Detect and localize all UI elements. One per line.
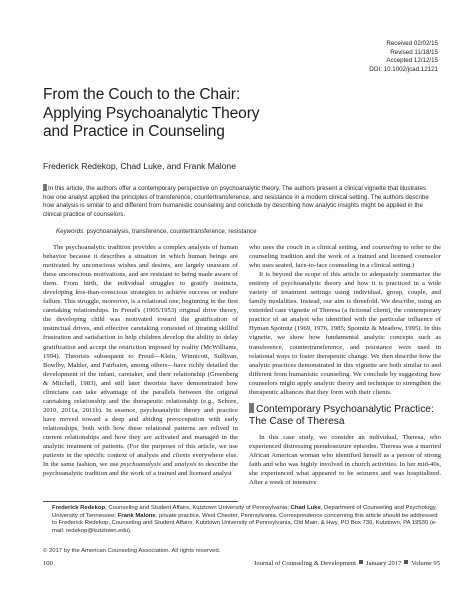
page-number: 100 [43, 560, 53, 567]
title-line-3: and Practice in Counseling [43, 123, 225, 140]
separator-square [404, 560, 408, 564]
abstract [43, 184, 439, 220]
journal-name: Journal of Counseling & Development [253, 560, 357, 567]
body-column-left [43, 243, 238, 478]
paragraph: It is beyond the scope of this article to adequately summarize the entirety of psychoanalytic theory and how it is practiced in a wide variety of treatment settings using individual, group, couple, and family modalities. Instead, our aim is threefold. We describe, using an extended case vignette of Theresa (a fictional client), the contemporary practice of an analyst who identified with the particular influence of Hyman Spotnitz (1969, 1976, 1985; Spotnitz & Meadow, 1995). In this vignette, we show how fundamental analytic concepts such as transference, countertransference, and resistance were used in relational ways to foster therapeutic change. We then describe how the analytic practices demonstrated in this vignette are both similar to and different from humanistic counseling. We conclude by suggesting how counselors might apply analytic theory and technique to strengthen the therapeutic alliances that they form with their clients. [249, 271, 441, 396]
received-date: Received 02/02/15 [386, 40, 438, 47]
keywords-label: Keywords [56, 228, 84, 235]
copyright: © 2017 by the American Counseling Association. All rights reserved. [43, 548, 221, 554]
doi: DOI: 10.1002/jcad.12121 [369, 65, 438, 73]
abstract-text: In this article, the authors offer a contemporary perspective on psychoanalytic theory. The authors present a clinical vignette that illustrates how one analyst applied the principles of transference, countertransference, and resistance in a modern clinical setting. The authors describe how analysis is similar to and different from humanistic counseling and conclude by describing how analytic insights might be applied in the clinical practice of counselors. [43, 185, 429, 218]
section-heading [249, 403, 441, 428]
paragraph: who uses the couch in a clinical setting, and counseling to refer to the counseling tradition and the work of a trained and licensed counselor who uses seated, face-to-face counseling in a clinical setting.) [249, 244, 441, 270]
keywords [56, 228, 436, 237]
abstract-marker [43, 184, 47, 191]
section-marker [249, 403, 254, 413]
keywords-text: : psychoanalysis, transference, countertransference, resistance [83, 228, 257, 235]
section-heading-line-2: The Case of Theresa [249, 415, 345, 427]
separator-square [359, 560, 363, 564]
article-title [43, 86, 433, 142]
issue-date: January 2017 [366, 560, 402, 567]
accepted-date: Accepted 12/12/15 [386, 57, 438, 65]
title-line-1: From the Couch to the Chair: [43, 86, 241, 103]
authors: Frederick Redekop, Chad Luke, and Frank Malone [43, 161, 236, 171]
title-line-2: Applying Psychoanalytic Theory [43, 104, 260, 122]
journal-info [254, 560, 440, 567]
section-heading-line-1: Contemporary Psychoanalytic Practice: [256, 403, 434, 415]
revised-date: Revised 11/18/15 [390, 48, 438, 56]
paragraph: The psychoanalytic tradition provides a complex analysis of human behavior because it describes a situation in which human beings are motivated by unconscious wishes and desires, are largely unaware of these unconscious motivations, and are resistant to being made aware of them. From birth, the individual struggles to gratify instincts, developing less-than-conscious strategies to achieve success or endure failure. This struggle, moreover, is a relational one, beginning in the first caretaking relationships. In Freud's (1905/1953) original drive theory, the developing child was motivated toward the gratification of instinctual drives, and effective caretaking consisted of titrating skillful frustration and satisfaction to help children develop the ability to delay gratification and accept the restriction imposed by reality (McWilliams, 1994). Theorists subsequent to Freud—Klein, Winnicott, Sullivan, Bowlby, Mahler, and Fairbairn, among others—have richly detailed the development of the infant, caretaker, and their relationship (Greenberg & Mitchell, 1983), and still later theorists have demonstrated how clinicians can take advantage of the parallels between the original caretaking relationship and the therapeutic relationship (e.g., Schore, 2010, 2011a, 2011b). In essence, psychoanalytic theory and practice have moved toward a deep and abiding preoccupation with early relationships, both with how these relational patterns are relived in current relationships and how they are activated and managed in the analytic treatment of patients. (For the purposes of this article, we use patients in the specific context of analysis and clients everywhere else. In the same fashion, we use psychoanalysis and analysis to describe the psychoanalytic tradition and the work of a trained and licensed analyst [43, 244, 238, 478]
article-dates [369, 40, 438, 74]
paragraph: In this case study, we consider an individual, Theresa, who experienced distressing pseudoseizure episodes. Theresa was a married African American woman who identified herself as a person of strong faith and who was highly involved in church activities. In her mid-40s, she experienced what appeared to be seizures and was hospitalized. After a week of intensive [249, 433, 441, 487]
body-column-right [249, 243, 441, 487]
author-footnote: Frederick Redekop, Counseling and Student Affairs, Kutztown University of Pennsylvania; Chad Luke, Department of Counseling and Psychology, University of Tennessee; Frank Malone, private practice, West Chester, Pennsylvania. Correspondence concerning this article should be addressed to Frederick Redekop, Counseling and Student Affairs, Kutztown University of Pennsylvania, Old Main, & Hwy, PO Box 730, Kutztown, PA 19530 (e-mail: redekop@kutztown.edu). [52, 505, 438, 534]
volume: Volume 95 [411, 560, 440, 567]
page-footer [43, 560, 440, 572]
footnote-rule [43, 501, 238, 502]
